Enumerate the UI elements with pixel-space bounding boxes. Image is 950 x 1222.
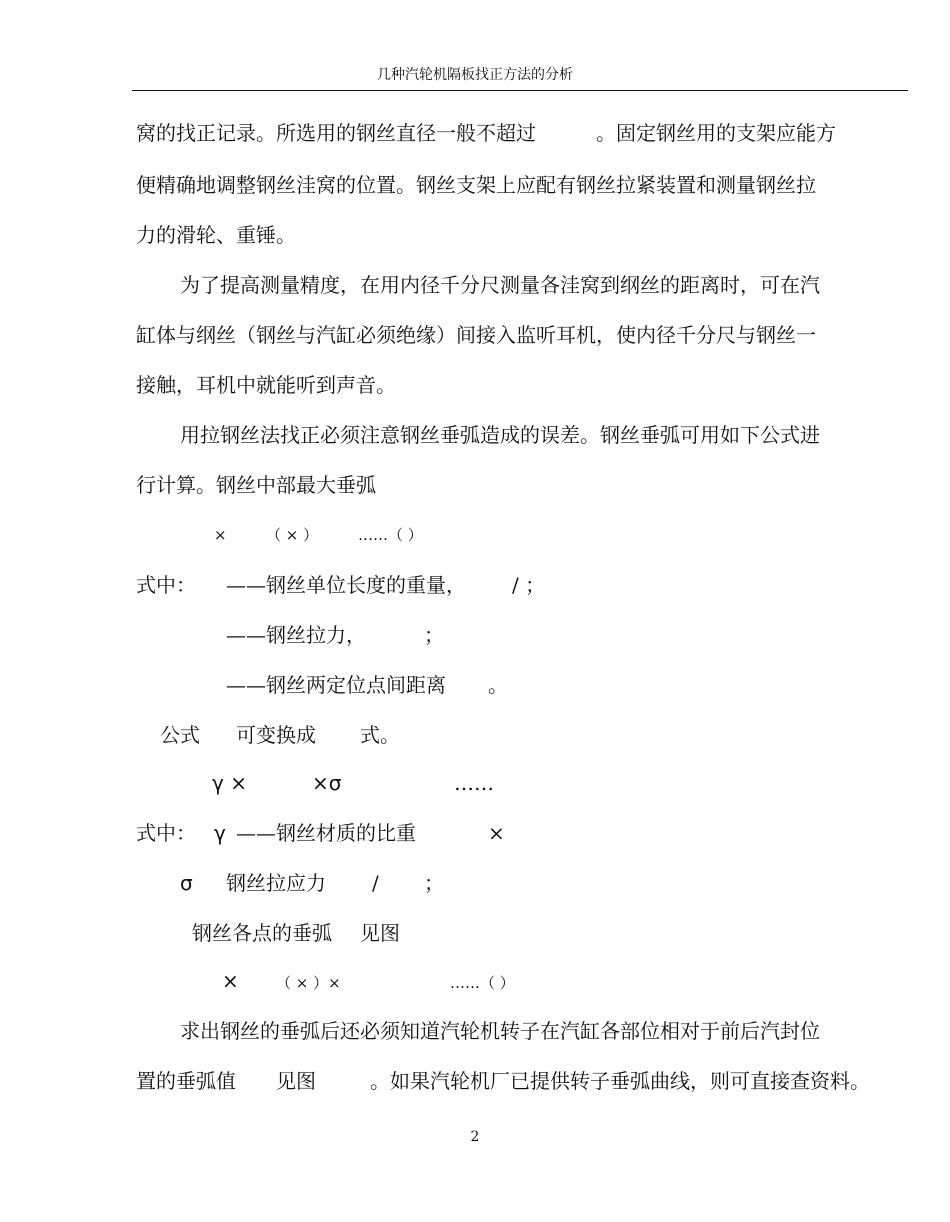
formula-3-part: ……（ ） — [450, 974, 515, 992]
where-item: 钢丝拉应力 — [226, 871, 326, 895]
conversion-part: 公式 — [160, 723, 200, 747]
conversion-part: 可变换成 — [236, 723, 316, 747]
where-item: ——钢丝材质的比重 — [236, 821, 416, 845]
where-block-2-line — [0, 870, 950, 896]
header-rule — [132, 90, 908, 91]
where-item-end: ； — [424, 871, 444, 895]
formula-3 — [0, 968, 950, 994]
where-item: ——钢丝拉力， — [226, 623, 366, 647]
conversion-part: 式。 — [360, 723, 400, 747]
sigma-symbol: σ — [180, 871, 193, 895]
formula-2-part: ×σ — [312, 771, 342, 795]
body-line: 力的滑轮、重锤。 — [136, 223, 296, 247]
conversion-line — [0, 722, 950, 748]
where-item-unit: ； — [424, 623, 444, 647]
page-number: 2 — [470, 1129, 480, 1145]
where-item-unit: / — [372, 871, 379, 895]
formula-2-part: …… — [454, 771, 494, 795]
body-line: 用拉钢丝法找正必须注意钢丝垂弧造成的误差。钢丝垂弧可用如下公式进 — [180, 423, 820, 447]
note-line — [0, 920, 950, 946]
body-line — [0, 1068, 950, 1094]
where-item-unit: / ； — [512, 573, 546, 597]
where-label: 式中： — [136, 573, 196, 597]
body-line: 接触，耳机中就能听到声音。 — [136, 373, 396, 397]
note-part: 钢丝各点的垂弧 — [192, 921, 332, 945]
where-item-unit: × — [488, 821, 505, 845]
where-block-1-line — [0, 622, 950, 648]
where-item: ——钢丝两定位点间距离 — [226, 673, 446, 697]
where-label: 式中： — [136, 821, 196, 845]
formula-2-part: γ × — [212, 771, 247, 795]
where-block-1-line — [0, 672, 950, 698]
body-line: 窝的找正记录。所选用的钢丝直径一般不超过 。固定钢丝用的支架应能方 — [136, 121, 836, 145]
body-line-part: 见图 — [276, 1069, 316, 1093]
note-part: 见图 — [360, 921, 400, 945]
where-block-2-line — [0, 820, 950, 846]
formula-3-part: （ × ）× — [276, 974, 341, 992]
body-line: 便精确地调整钢丝洼窝的位置。钢丝支架上应配有钢丝拉紧装置和测量钢丝拉 — [136, 173, 816, 197]
body-line: 求出钢丝的垂弧后还必须知道汽轮机转子在汽缸各部位相对于前后汽封位 — [180, 1019, 820, 1043]
formula-1-part: × — [214, 526, 227, 544]
body-line-part: 。如果汽轮机厂已提供转子垂弧曲线，则可直接查资料。 — [370, 1069, 870, 1093]
where-block-1-line — [0, 572, 950, 598]
formula-1-part: ……（ ） — [358, 526, 423, 544]
where-item: ——钢丝单位长度的重量， — [226, 573, 466, 597]
formula-3-part: × — [222, 969, 239, 993]
formula-2 — [0, 770, 950, 796]
body-line-part: 置的垂弧值 — [136, 1069, 236, 1093]
where-item-end: 。 — [488, 673, 508, 697]
body-line: 缸体与纲丝（钢丝与汽缸必须绝缘）间接入监听耳机，使内径千分尺与钢丝一 — [136, 323, 816, 347]
gamma-symbol: γ — [214, 821, 226, 845]
running-header-title: 几种汽轮机隔板找正方法的分析 — [377, 67, 573, 83]
body-line: 行计算。钢丝中部最大垂弧 — [136, 473, 376, 497]
formula-1 — [0, 522, 950, 548]
body-line: 为了提高测量精度，在用内径千分尺测量各洼窝到纲丝的距离时，可在汽 — [180, 273, 820, 297]
formula-1-part: （ × ） — [266, 526, 319, 544]
